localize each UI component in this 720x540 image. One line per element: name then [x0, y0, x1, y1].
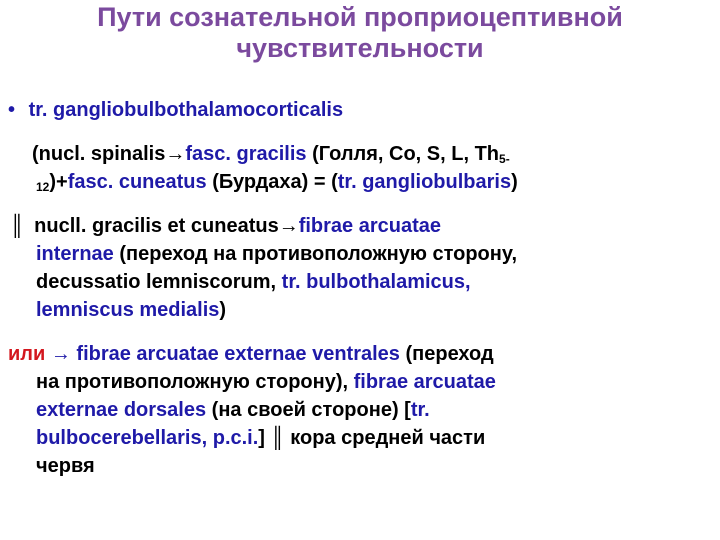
- term: fibrae arcuatae: [353, 371, 496, 393]
- text-span: (переход: [399, 343, 494, 365]
- line-12: [36, 452, 95, 480]
- line-6: [36, 268, 471, 296]
- title-line-2: чувствительности: [236, 33, 484, 63]
- subscript: 5-: [499, 152, 510, 166]
- line-5: [36, 240, 517, 268]
- term: tr.: [410, 399, 430, 421]
- text-span: червя: [36, 455, 95, 477]
- line-9: [36, 368, 496, 396]
- term: lemniscus medialis: [36, 299, 220, 321]
- term: externae dorsales: [36, 399, 207, 421]
- text-span: ]: [258, 427, 271, 449]
- term: internae: [36, 243, 114, 265]
- text-span: decussatio lemniscorum: [36, 271, 271, 293]
- text-span: )+: [49, 171, 68, 193]
- arrow: →: [165, 143, 186, 165]
- line-11: [36, 424, 485, 452]
- text-span: (Бурдаха) = (: [206, 171, 338, 193]
- term: → fibrae arcuatae externae ventrales: [45, 343, 400, 365]
- line-10: [36, 396, 430, 424]
- arrow: →: [278, 215, 299, 237]
- text-span: nucll. gracilis et cuneatus: [34, 215, 279, 237]
- tract-name: tr. gangliobulbothalamocorticalis: [28, 99, 344, 121]
- term: bulbocerebellaris, p.c.i.: [36, 427, 259, 449]
- text-span: (nucl. spinalis: [32, 143, 166, 165]
- text-span: ): [511, 171, 518, 193]
- line-3: [36, 168, 518, 196]
- term: fibrae arcuatae: [298, 215, 441, 237]
- text-span: ): [219, 299, 227, 321]
- separator: ║: [270, 427, 285, 449]
- term: tr. bulbothalamicus,: [281, 271, 471, 293]
- text-span: (Голля, Со, S, L, Th: [306, 143, 500, 165]
- bullet: •: [8, 99, 16, 121]
- term: fasc. gracilis: [185, 143, 307, 165]
- term: fasc. cuneatus: [67, 171, 207, 193]
- text-span: кора средней части: [284, 427, 486, 449]
- line-2: [32, 140, 510, 168]
- line-8: [8, 340, 494, 368]
- page-title: [0, 2, 720, 64]
- text-span: (на своей стороне) [: [206, 399, 411, 421]
- separator: ║: [10, 215, 25, 237]
- title-line-1: Пути сознательной проприоцептивной: [97, 2, 623, 32]
- text-span: ,: [270, 271, 282, 293]
- line-4: [10, 212, 441, 240]
- subscript: 12: [36, 180, 50, 194]
- text-span: на противоположную сторону),: [36, 371, 354, 393]
- line-1: [8, 96, 343, 124]
- or-word: или: [8, 343, 46, 365]
- line-7: [36, 296, 226, 324]
- term: tr. gangliobulbaris: [337, 171, 512, 193]
- text-span: (переход на противоположную сторону,: [113, 243, 518, 265]
